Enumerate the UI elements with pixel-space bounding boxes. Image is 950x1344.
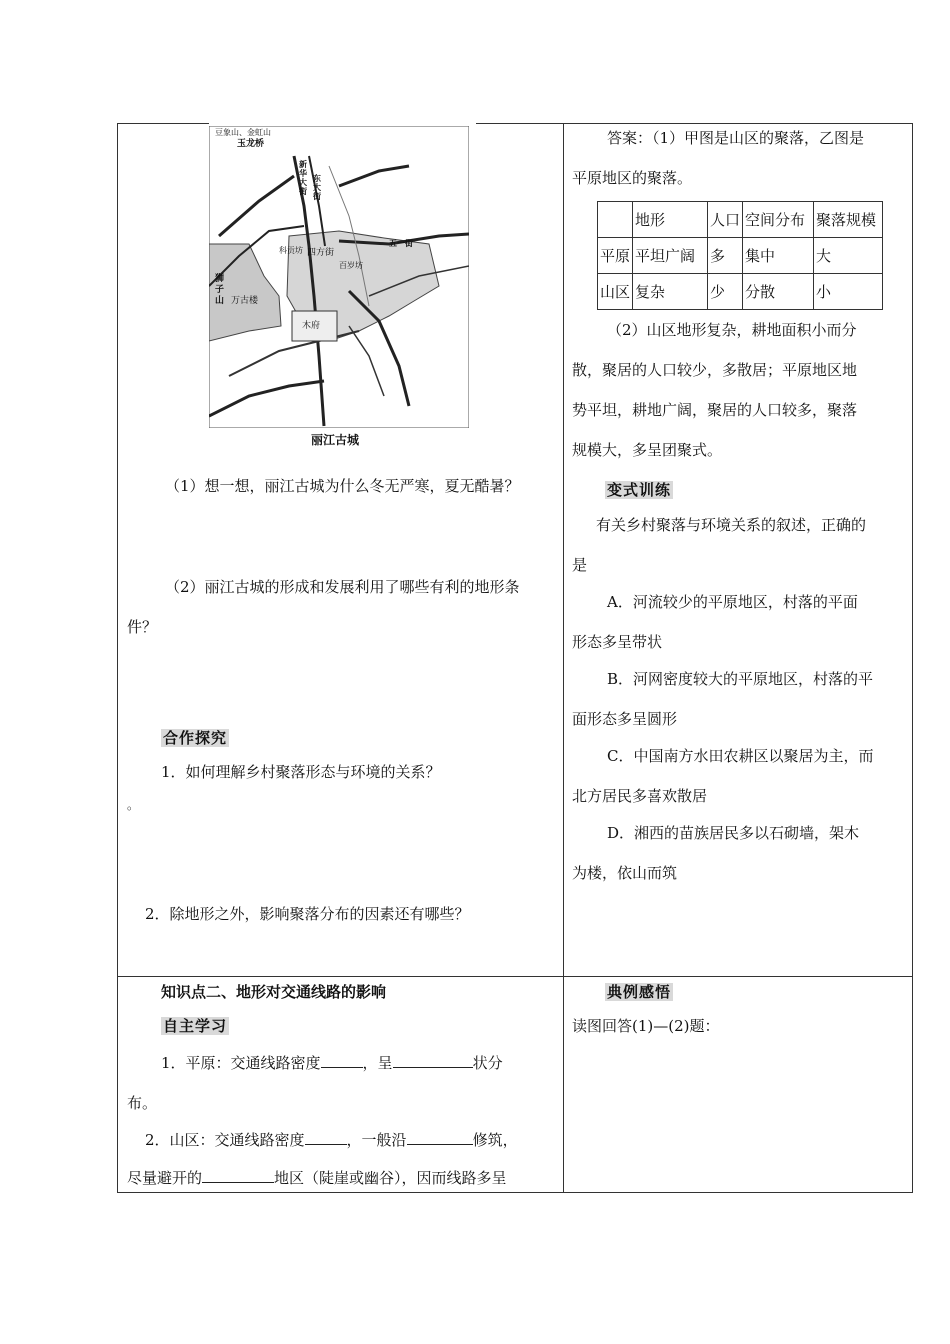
variant-question-line1: 有关乡村聚落与环境关系的叙述，正确的 xyxy=(596,516,867,534)
item-1-text-c: 状分 xyxy=(472,1054,503,1072)
example-text: 读图回答(1)—(2)题： xyxy=(572,1017,720,1035)
blank-along[interactable] xyxy=(407,1130,473,1145)
blank-density[interactable] xyxy=(321,1053,363,1068)
table-cell: 聚落规模 xyxy=(814,202,883,238)
map-label-xinhua: 新华大街 xyxy=(299,159,307,196)
option-b-line2: 面形态多呈圆形 xyxy=(572,710,678,728)
map-label-wuyi: 五一街 xyxy=(389,238,413,248)
table-cell xyxy=(598,202,633,238)
answer2-line2: 散，聚居的人口较少，多散居；平原地区地 xyxy=(572,361,858,379)
example-heading: 典例感悟 xyxy=(607,983,672,1001)
self-study-heading: 自主学习 xyxy=(163,1017,228,1035)
option-a-line1: A．河流较少的平原地区，村落的平面 xyxy=(607,593,858,611)
table-cell: 小 xyxy=(814,274,883,310)
answer2-line1: （2）山区地形复杂，耕地面积小而分 xyxy=(607,321,857,339)
option-a-line2: 形态多呈带状 xyxy=(572,633,663,651)
stray-dot: 。 xyxy=(127,798,140,812)
map-label-kelinfang: 科贡坊 xyxy=(279,246,303,255)
map-label-baisuifang: 百岁坊 xyxy=(339,261,363,270)
table-row xyxy=(598,238,883,274)
answer2-line3: 势平坦，耕地广阔，聚居的人口较多，聚落 xyxy=(572,401,858,419)
blank-avoid[interactable] xyxy=(202,1168,274,1183)
item-1-text-a: 1．平原：交通线路密度 xyxy=(161,1054,321,1072)
map-caption: 丽江古城 xyxy=(311,433,360,447)
option-d-line1: D．湘西的苗族居民多以石砌墙，架木 xyxy=(607,824,860,842)
table-cell: 平坦广阔 xyxy=(633,238,708,274)
option-b-line1: B．河网密度较大的平原地区，村落的平 xyxy=(607,670,874,688)
map-label-sifang: 四方街 xyxy=(307,248,335,258)
option-c-line1: C．中国南方水田农耕区以聚居为主，而 xyxy=(607,747,874,765)
item-2-line2-b: 地区（陡崖或幽谷），因而线路多呈 xyxy=(274,1169,507,1187)
item-2-text-c: 修筑， xyxy=(472,1131,518,1149)
table-cell: 大 xyxy=(814,238,883,274)
question-2-line2: 件？ xyxy=(127,618,158,636)
item-2-line1 xyxy=(145,1130,518,1150)
blank-mountain-density[interactable] xyxy=(305,1130,347,1145)
table-cell: 集中 xyxy=(743,238,814,274)
variant-question-line2: 是 xyxy=(572,556,588,574)
blank-shape[interactable] xyxy=(393,1053,473,1068)
column-divider xyxy=(563,123,564,1192)
item-1-text-b: ，呈 xyxy=(362,1054,393,1072)
table-cell: 复杂 xyxy=(633,274,708,310)
table-cell: 平原 xyxy=(598,238,633,274)
row-divider xyxy=(117,976,912,977)
option-d-line2: 为楼，依山而筑 xyxy=(572,864,678,882)
map-label-top-left: 豆象山、金虹山 xyxy=(215,128,271,137)
top-border-left xyxy=(117,123,209,124)
variant-heading: 变式训练 xyxy=(607,481,672,499)
comparison-table xyxy=(597,201,883,310)
table-row xyxy=(598,274,883,310)
table-row xyxy=(598,202,883,238)
coop-question-1: 1．如何理解乡村聚落形态与环境的关系？ xyxy=(161,763,441,781)
map-label-mufu: 木府 xyxy=(302,321,321,331)
answer-line2: 平原地区的聚落。 xyxy=(572,169,693,187)
item-2-text-a: 2．山区：交通线路密度 xyxy=(145,1131,305,1149)
lijiang-map xyxy=(209,126,469,428)
question-1: （1）想一想，丽江古城为什么冬无严寒，夏无酷暑？ xyxy=(165,477,520,495)
item-2-line2 xyxy=(127,1168,507,1188)
option-c-line2: 北方居民多喜欢散居 xyxy=(572,787,708,805)
top-border-right xyxy=(476,123,912,124)
table-cell: 少 xyxy=(708,274,743,310)
lijiang-map-svg xyxy=(209,126,469,428)
table-cell: 多 xyxy=(708,238,743,274)
table-cell: 地形 xyxy=(633,202,708,238)
item-2-text-b: ，一般沿 xyxy=(346,1131,407,1149)
map-label-wangulou: 万古楼 xyxy=(231,296,259,306)
map-label-bridge: 玉龙桥 xyxy=(237,139,265,149)
table-cell: 分散 xyxy=(743,274,814,310)
map-label-shizishan: 狮子山 xyxy=(215,274,225,306)
answer-line1: 答案：（1）甲图是山区的聚落，乙图是 xyxy=(607,129,865,147)
item-2-line2-a: 尽量避开的 xyxy=(127,1169,203,1187)
coop-question-2: 2．除地形之外，影响聚落分布的因素还有哪些？ xyxy=(145,905,470,923)
table-cell: 空间分布 xyxy=(743,202,814,238)
answer2-line4: 规模大，多呈团聚式。 xyxy=(572,441,723,459)
question-2-line1: （2）丽江古城的形成和发展利用了哪些有利的地形条 xyxy=(165,578,520,596)
map-label-dongda: 东大街 xyxy=(313,173,321,201)
item-1-line1 xyxy=(161,1053,503,1073)
coop-heading: 合作探究 xyxy=(163,729,228,747)
knowledge-point-heading: 知识点二、地形对交通线路的影响 xyxy=(161,983,387,1001)
table-cell: 人口 xyxy=(708,202,743,238)
item-1-line2: 布。 xyxy=(127,1094,158,1112)
table-cell: 山区 xyxy=(598,274,633,310)
